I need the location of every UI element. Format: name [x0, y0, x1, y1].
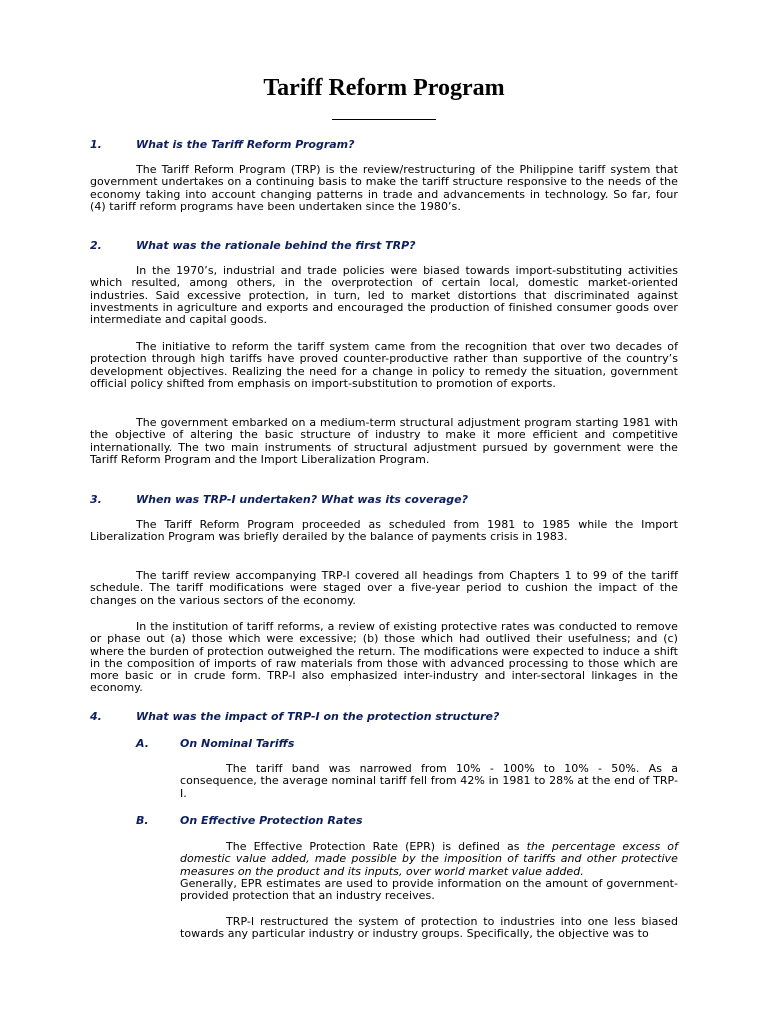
section-heading-text: What was the impact of TRP-I on the protection structure?: [136, 710, 500, 723]
section-number: 1.: [90, 138, 102, 151]
section-heading-text: What is the Tariff Reform Program?: [136, 138, 355, 151]
section-heading-text: What was the rationale behind the first TRP?: [136, 239, 416, 252]
subsection-letter: B.: [136, 814, 149, 827]
subsection-b-heading: [136, 814, 678, 827]
section-1-heading: [90, 138, 678, 151]
section-number: 2.: [90, 239, 102, 252]
subsection-heading-text: On Effective Protection Rates: [180, 814, 363, 827]
epr-lead-text: The Effective Protection Rate (EPR) is defined as: [226, 840, 527, 853]
paragraph-tariff-review: The tariff review accompanying TRP-I covered all headings from Chapters 1 to 99 of the tariff schedule. The tariff modifications were staged over a five-year period to cushion the impact of the changes on the various sectors of the economy.: [90, 569, 678, 607]
paragraph-reform-initiative: The initiative to reform the tariff system came from the recognition that over two decades of protection through high tariffs have proved counter-productive rather than supportive of the country’s development objectives. Realizing the need for a change in policy to remedy the situation, government official policy shifted from emphasis on import-substitution to promotion of exports.: [90, 340, 678, 390]
section-number: 4.: [90, 710, 102, 723]
paragraph-epr-usage: Generally, EPR estimates are used to provide information on the amount of government-provided protection that an industry receives.: [180, 876, 678, 903]
paragraph-1970s-policies: In the 1970’s, industrial and trade policies were biased towards import-substituting activities which resulted, among others, in the overprotection of certain local, domestic market-oriented industries. Said excessive protection, in turn, led to market distortions that discriminated against investments in agriculture and exports and encouraged the production of finished consumer goods over intermediate and capital goods.: [90, 264, 678, 327]
section-heading-text: When was TRP-I undertaken? What was its coverage?: [136, 493, 469, 506]
paragraph-trp-schedule: The Tariff Reform Program proceeded as scheduled from 1981 to 1985 while the Import Liberalization Program was briefly derailed by the balance of payments crisis in 1983.: [90, 518, 678, 544]
paragraph-trp-definition: The Tariff Reform Program (TRP) is the review/restructuring of the Philippine tariff system that government undertakes on a continuing basis to make the tariff structure responsive to the needs of the economy taking into account changing patterns in trade and advancements in technology. So far, four (4) tariff reform programs have been undertaken since the 1980’s.: [90, 163, 678, 213]
document-page: [90, 0, 678, 1024]
title-underline: [332, 119, 436, 120]
subsection-letter: A.: [136, 737, 149, 750]
document-title: Tariff Reform Program: [263, 75, 505, 101]
subsection-heading-text: On Nominal Tariffs: [180, 737, 295, 750]
section-3-heading: [90, 493, 678, 506]
section-2-heading: [90, 239, 678, 252]
paragraph-structural-adjustment: The government embarked on a medium-term structural adjustment program starting 1981 with the objective of altering the basic structure of industry to make it more efficient and competitive internationally. The two main instruments of structural adjustment pursued by government were the Tariff Reform Program and the Import Liberalization Program.: [90, 416, 678, 466]
epr-definition-italic: the percentage excess of domestic value added, made possible by the imposition of tariffs and other protective measures on the product and its inputs, over world market value added.: [180, 840, 678, 878]
paragraph-tariff-band: The tariff band was narrowed from 10% - 100% to 10% - 50%. As a consequence, the average nominal tariff fell from 42% in 1981 to 28% at the end of TRP-I.: [180, 762, 678, 800]
section-4-heading: [90, 710, 678, 723]
epr-paragraphs: [180, 841, 678, 902]
section-number: 3.: [90, 493, 102, 506]
paragraph-institution-reforms: In the institution of tariff reforms, a review of existing protective rates was conducted to remove or phase out (a) those which were excessive; (b) those which had outlived their usefulness; and (c) where the burden of protection outweighed the return. The modifications were expected to induce a shift in the composition of imports of raw materials from those with advanced processing to those which are more basic or in crude form. TRP-I also emphasized inter-industry and inter-sectoral linkages in the economy.: [90, 620, 678, 695]
paragraph-epr-definition: [180, 841, 678, 878]
subsection-a-heading: [136, 737, 678, 750]
paragraph-trp1-restructuring: TRP-I restructured the system of protection to industries into one less biased towards any particular industry or industry groups. Specifically, the objective was to: [180, 915, 678, 941]
